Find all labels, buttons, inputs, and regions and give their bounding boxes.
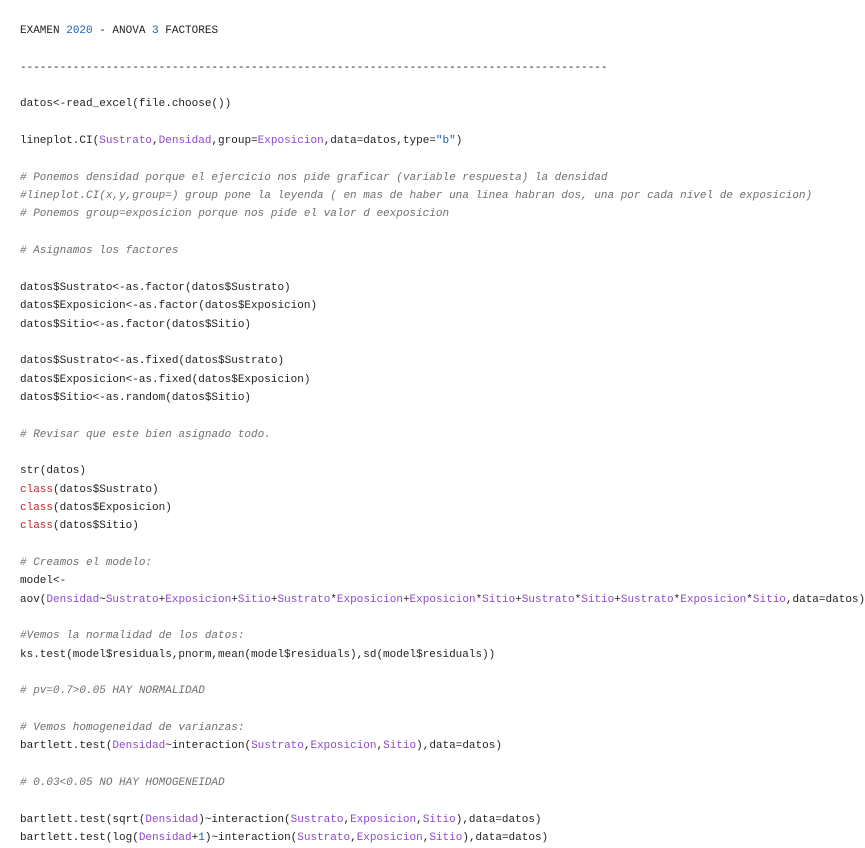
- code-token-var: Sustrato: [297, 832, 351, 845]
- code-line: [20, 242, 865, 260]
- code-line: [20, 22, 865, 40]
- code-token-plain: ,: [343, 813, 351, 826]
- blank-line: [20, 536, 865, 554]
- code-token-plain: *: [475, 593, 483, 606]
- code-token-plain: +: [614, 593, 621, 606]
- code-token-plain: datos$Sustrato<-as.factor(datos$Sustrato): [20, 281, 291, 294]
- code-token-kw: class: [20, 520, 54, 533]
- code-line: [20, 205, 865, 223]
- code-token-plain: (datos$Sitio): [53, 520, 139, 533]
- code-token-var: Sustrato: [521, 593, 575, 606]
- code-line: [20, 682, 865, 700]
- blank-line: [20, 260, 865, 278]
- code-token-var: Exposicion: [356, 832, 423, 845]
- code-token-com: # Revisar que este bien asignado todo.: [20, 428, 271, 441]
- code-token-var: Exposicion: [409, 593, 476, 606]
- code-token-plain: bartlett.test(log(: [20, 832, 139, 845]
- code-token-var: Densidad: [158, 135, 212, 148]
- code-token-var: Exposicion: [680, 593, 747, 606]
- code-token-plain: ks.test(model$residuals,pnorm,mean(model$residuals),sd(model$residuals)): [20, 648, 496, 661]
- code-token-plain: datos$Sitio<-as.random(datos$Sitio): [20, 391, 252, 404]
- code-line: [20, 279, 865, 297]
- blank-line: [20, 114, 865, 132]
- code-token-plain: FACTORES: [158, 25, 219, 37]
- code-token-var: Sitio: [429, 832, 463, 845]
- code-token-plain: ,: [303, 740, 311, 753]
- code-line: [20, 426, 865, 444]
- code-token-plain: )~interaction(: [204, 832, 298, 845]
- code-token-plain: ,: [422, 832, 430, 845]
- code-token-plain: *: [746, 593, 753, 606]
- code-token-var: Sitio: [383, 740, 417, 753]
- code-line: [20, 499, 865, 517]
- code-line: [20, 719, 865, 737]
- code-token-plain: ~interaction(: [165, 740, 252, 753]
- code-token-plain: ,: [152, 135, 159, 148]
- blank-line: [20, 701, 865, 719]
- blank-line: [20, 756, 865, 774]
- code-line: [20, 517, 865, 535]
- code-token-plain: datos$Exposicion<-as.fixed(datos$Exposicion): [20, 373, 311, 386]
- code-token-com: # pv=0.7>0.05 HAY NORMALIDAD: [20, 685, 205, 698]
- code-token-plain: ,: [376, 740, 384, 753]
- code-token-var: Sustrato: [251, 740, 304, 753]
- code-token-kw: class: [20, 501, 54, 514]
- code-token-num: 3: [152, 25, 159, 37]
- code-token-plain: +: [515, 593, 522, 606]
- blank-line: [20, 664, 865, 682]
- code-token-plain: *: [330, 593, 337, 606]
- code-token-plain: (datos$Sustrato): [53, 483, 159, 496]
- code-token-num: 1: [198, 832, 205, 845]
- code-token-plain: +: [158, 593, 166, 606]
- code-token-plain: ): [455, 135, 463, 148]
- blank-line: [20, 407, 865, 425]
- code-token-com: # Ponemos group=exposicion porque nos pide el valor d eexposicion: [20, 208, 450, 221]
- code-token-com: #lineplot.CI(x,y,group=) group pone la leyenda ( en mas de haber una linea habran dos, una por cada nivel de exposicion): [20, 190, 813, 203]
- code-token-var: Densidad: [145, 813, 199, 826]
- code-token-kw: class: [20, 483, 54, 496]
- code-document: [20, 22, 865, 847]
- blank-line: [20, 792, 865, 810]
- code-token-plain: datos<-read_excel(file.choose()): [20, 98, 232, 111]
- code-token-var: Exposicion: [350, 813, 417, 826]
- blank-line: [20, 334, 865, 352]
- code-token-plain: model<-: [20, 575, 67, 588]
- code-token-plain: ,data=datos): [785, 593, 865, 606]
- code-line: [20, 829, 865, 847]
- code-token-var: Sustrato: [620, 593, 674, 606]
- code-line: [20, 627, 865, 645]
- code-line: [20, 462, 865, 480]
- code-token-var: Sustrato: [277, 593, 331, 606]
- code-line: [20, 316, 865, 334]
- code-token-plain: ,: [350, 832, 357, 845]
- code-line: [20, 95, 865, 113]
- code-token-com: #Vemos la normalidad de los datos:: [20, 630, 245, 643]
- code-line: [20, 646, 865, 664]
- code-token-plain: +: [191, 832, 199, 845]
- code-line: [20, 371, 865, 389]
- code-token-plain: ~: [99, 593, 106, 606]
- code-token-plain: )~interaction(: [198, 813, 291, 826]
- code-token-plain: ,data=datos,type=: [323, 135, 436, 148]
- blank-line: [20, 77, 865, 95]
- code-line: [20, 132, 865, 150]
- code-token-var: Exposicion: [310, 740, 377, 753]
- code-token-plain: datos$Sitio<-as.factor(datos$Sitio): [20, 318, 252, 331]
- code-token-var: Sustrato: [105, 593, 159, 606]
- code-line: [20, 591, 865, 609]
- code-token-com: # 0.03<0.05 NO HAY HOMOGENEIDAD: [20, 777, 225, 790]
- code-token-plain: +: [270, 593, 278, 606]
- blank-line: [20, 609, 865, 627]
- code-token-var: Exposicion: [336, 593, 403, 606]
- code-token-com: # Asignamos los factores: [20, 245, 179, 258]
- code-line: [20, 774, 865, 792]
- code-line: [20, 297, 865, 315]
- code-token-var: Sitio: [422, 813, 456, 826]
- code-token-plain: *: [673, 593, 681, 606]
- code-token-plain: -----------------------------------------------------------------------------------------: [20, 61, 608, 74]
- code-token-com: # Creamos el modelo:: [20, 556, 153, 569]
- blank-line: [20, 40, 865, 58]
- code-line: [20, 572, 865, 590]
- code-token-com: # Vemos homogeneidad de varianzas:: [20, 722, 245, 735]
- code-line: [20, 811, 865, 829]
- code-token-var: Exposicion: [257, 135, 324, 148]
- blank-line: [20, 150, 865, 168]
- code-token-plain: +: [231, 593, 238, 606]
- code-token-plain: ),data=datos): [416, 740, 502, 753]
- code-token-plain: EXAMEN: [20, 25, 67, 37]
- code-token-var: Sitio: [752, 593, 786, 606]
- code-line: [20, 169, 865, 187]
- code-token-var: Densidad: [112, 740, 166, 753]
- code-token-plain: bartlett.test(sqrt(: [20, 813, 146, 826]
- code-token-var: Sitio: [482, 593, 516, 606]
- code-token-plain: ),data=datos): [455, 813, 542, 826]
- code-token-plain: lineplot.CI(: [20, 135, 100, 148]
- code-token-var: Sitio: [581, 593, 615, 606]
- code-token-plain: ),data=datos): [462, 832, 549, 845]
- code-token-plain: *: [574, 593, 582, 606]
- code-token-plain: +: [402, 593, 410, 606]
- code-token-plain: datos$Sustrato<-as.fixed(datos$Sustrato): [20, 355, 285, 368]
- code-token-var: Sustrato: [99, 135, 153, 148]
- code-line: [20, 737, 865, 755]
- code-token-var: Densidad: [46, 593, 100, 606]
- code-token-var: Exposicion: [165, 593, 232, 606]
- code-token-str: "b": [435, 135, 456, 148]
- blank-line: [20, 444, 865, 462]
- code-token-plain: bartlett.test(: [20, 740, 113, 753]
- code-token-var: Sitio: [237, 593, 271, 606]
- code-token-plain: ,: [416, 813, 423, 826]
- code-token-plain: ,group=: [211, 135, 258, 148]
- code-token-var: Sustrato: [290, 813, 344, 826]
- code-token-plain: - ANOVA: [92, 25, 153, 37]
- code-token-var: Densidad: [138, 832, 192, 845]
- code-line: [20, 481, 865, 499]
- code-token-com: # Ponemos densidad porque el ejercicio nos pide graficar (variable respuesta) la densidad: [20, 171, 608, 184]
- code-token-plain: (datos$Exposicion): [53, 501, 172, 514]
- code-line: [20, 389, 865, 407]
- code-line: [20, 554, 865, 572]
- code-token-plain: datos$Exposicion<-as.factor(datos$Exposicion): [20, 300, 318, 313]
- code-line: [20, 187, 865, 205]
- code-line: [20, 59, 865, 77]
- code-token-plain: aov(: [20, 593, 47, 606]
- code-line: [20, 352, 865, 370]
- code-token-num: 2020: [66, 25, 93, 37]
- blank-line: [20, 224, 865, 242]
- code-token-plain: str(datos): [20, 465, 87, 478]
